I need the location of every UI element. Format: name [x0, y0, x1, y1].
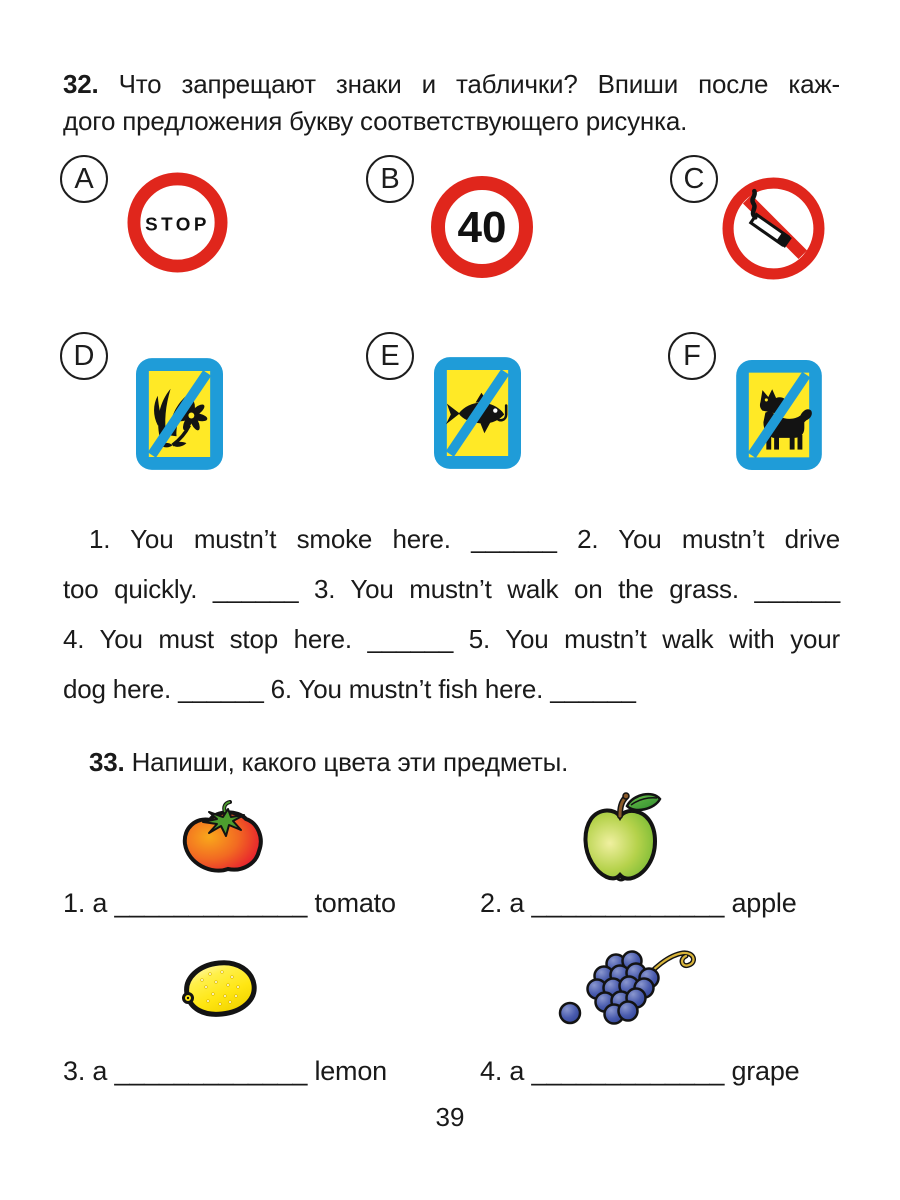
- item-apple: 2. a _____________ apple: [480, 888, 797, 918]
- exercise33-number: 33.: [89, 747, 125, 777]
- apple-icon: [575, 790, 665, 887]
- lemon-icon: [180, 952, 260, 1024]
- speed-limit-text: 40: [457, 203, 507, 252]
- no-dogs-sign-icon: [736, 360, 822, 470]
- smoke-icon: [752, 191, 755, 217]
- exercise32-title-line1: [63, 66, 840, 102]
- sentence-line-3: 4. You must stop here. ______ 5. You mustn’t walk with your: [63, 624, 840, 654]
- page-number: 39: [435, 1102, 465, 1132]
- letter-a: A: [74, 162, 94, 195]
- sign-letter-badge-a: [60, 155, 108, 203]
- sign-letter-badge-d: [60, 332, 108, 380]
- exercise32-number: 32.: [63, 69, 99, 99]
- exercise32-instruction-part1: Что запрещают знаки и таблички? Впиши после каж-: [118, 69, 841, 99]
- letter-c: C: [683, 162, 705, 195]
- sentence-line-1: 1. You mustn’t smoke here. ______ 2. You mustn’t drive: [89, 524, 840, 554]
- exercise33-title: [63, 744, 840, 780]
- sentence-line-2: too quickly. ______ 3. You mustn’t walk on the grass. ______: [63, 574, 840, 604]
- speed-limit-40-sign-icon: [430, 175, 534, 279]
- item-grape: 4. a _____________ grape: [480, 1056, 800, 1086]
- exercise33-instruction: Напиши, какого цвета эти предметы.: [131, 747, 569, 777]
- letter-e: E: [380, 339, 400, 372]
- letter-f: F: [683, 339, 701, 372]
- sign-letter-badge-b: [366, 155, 414, 203]
- stop-sign-icon: [127, 172, 228, 273]
- exercise32-title-line2: дого предложения букву соответствующего рисунка.: [63, 106, 688, 136]
- no-walking-on-grass-sign-icon: [136, 358, 223, 470]
- tomato-icon: [176, 800, 268, 878]
- no-fishing-sign-icon: [434, 357, 521, 469]
- no-smoking-sign-icon: [722, 177, 825, 280]
- item-tomato: 1. a _____________ tomato: [63, 888, 396, 918]
- stop-sign-text: STOP: [145, 213, 210, 235]
- letter-b: B: [380, 162, 400, 195]
- sign-letter-badge-f: [668, 332, 716, 380]
- sign-letter-badge-e: [366, 332, 414, 380]
- sentence-line-4: dog here. ______ 6. You mustn’t fish here. ______: [63, 674, 636, 704]
- grapes-icon: [553, 946, 745, 1034]
- item-lemon: 3. a _____________ lemon: [63, 1056, 387, 1086]
- letter-d: D: [73, 339, 95, 372]
- sign-letter-badge-c: [670, 155, 718, 203]
